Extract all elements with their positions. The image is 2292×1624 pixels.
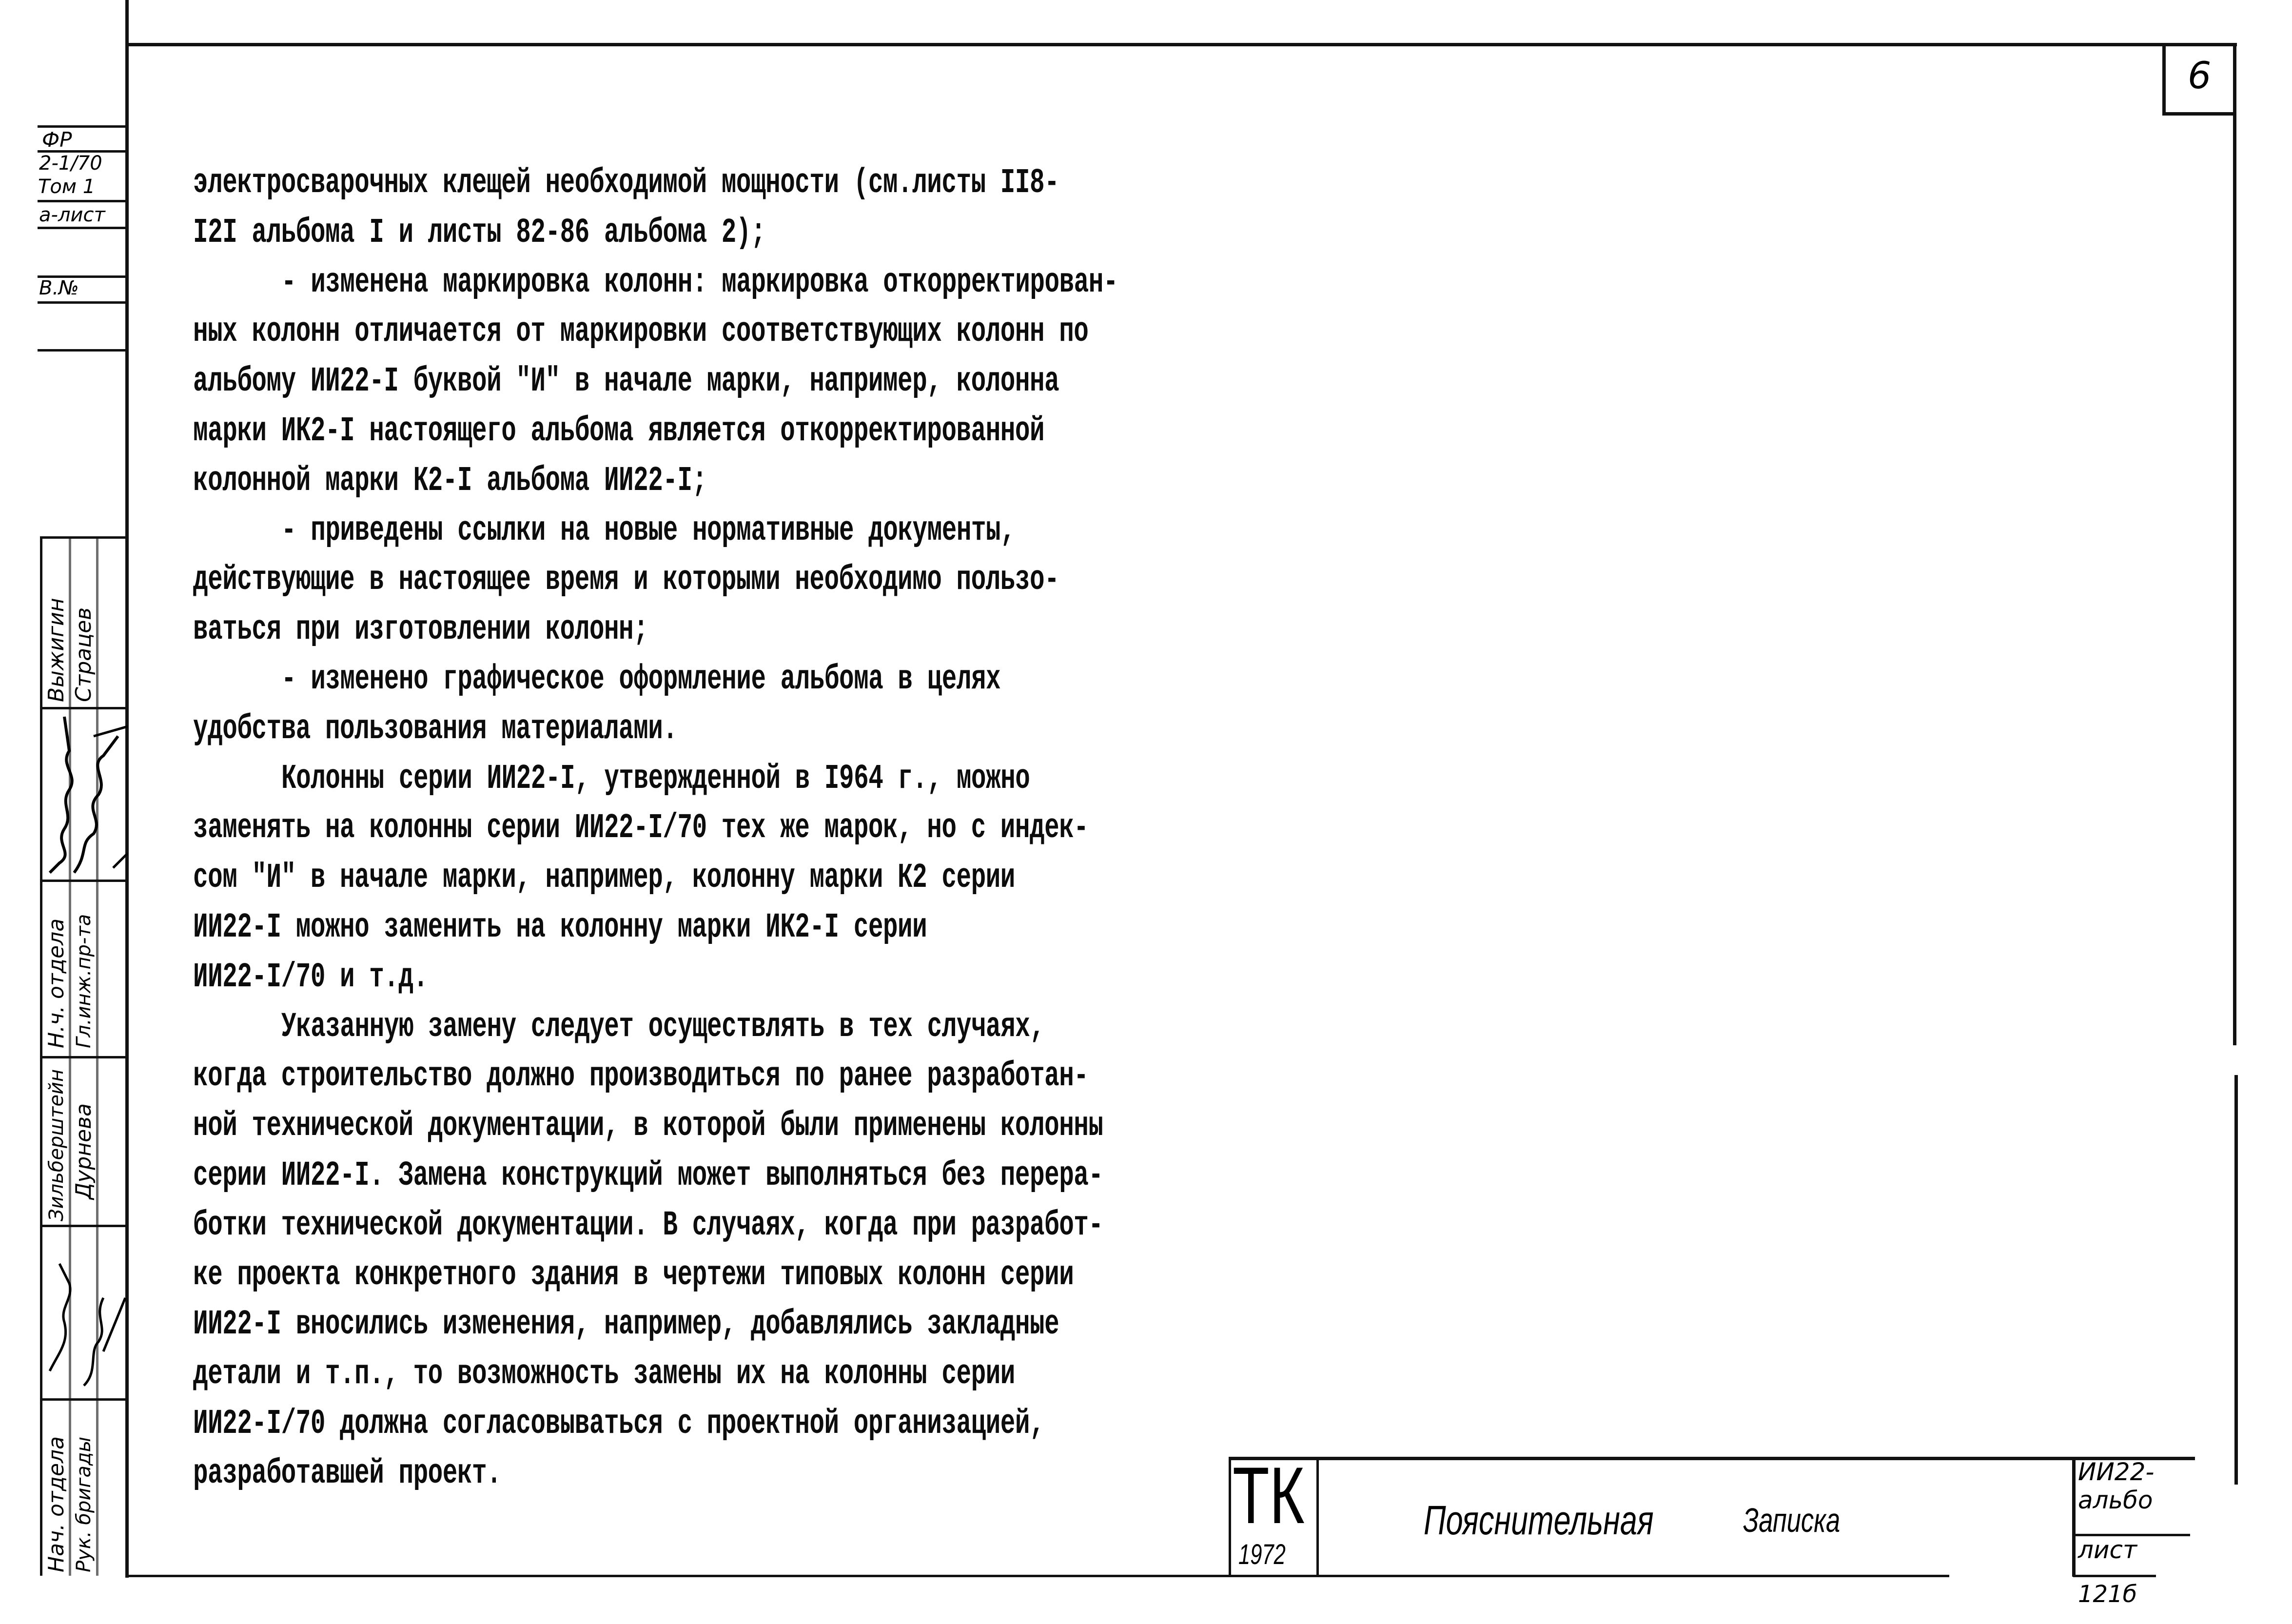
stamp-name-2: Страцев (71, 607, 96, 702)
stamp-row-line (40, 536, 127, 539)
stamp-divider (38, 200, 126, 202)
stamp-volume-1: 2-1/70 (39, 152, 102, 175)
text-line: детали и т.п., то возможность замены их на колонны серии (193, 1355, 1015, 1394)
text-line: ИИ22-I можно заменить на колонну марки ИК2-I серии (193, 908, 927, 948)
text-line: ке проекта конкретного здания в чертежи типовых колонн серии (193, 1255, 1074, 1295)
stamp-series: ФР (42, 128, 72, 152)
text-line: ИИ22-I/70 должна согласовываться с проектной организацией, (193, 1405, 1045, 1444)
text-line: колонной марки К2-I альбома ИИ22-I; (193, 462, 707, 501)
text-line: Колонны серии ИИ22-I, утвержденной в I964 г., можно (281, 759, 1030, 799)
frame-right-line-lower (2234, 1075, 2238, 1485)
signature (40, 707, 128, 880)
text-line: - приведены ссылки на новые нормативные документы, (281, 511, 1016, 550)
stamp-name-3: Зильберштейн (45, 1069, 68, 1221)
page-number: 6 (2188, 54, 2212, 97)
title-block-left-line (1229, 1457, 1231, 1577)
sheet-label: лист (2078, 1536, 2137, 1564)
stamp-row-line (40, 1398, 127, 1401)
text-line: - изменено графическое оформление альбома в целях (281, 660, 1001, 700)
frame-bottom-line (126, 1575, 1949, 1577)
stamp-role-2: Гл.инж.пр-та (73, 914, 95, 1048)
text-line: ИИ22-I/70 и т.д. (193, 958, 428, 997)
text-line: заменять на колонны серии ИИ22-I/70 тех же марок, но с индек- (193, 809, 1089, 848)
text-line: I2I альбома I и листы 82-86 альбома 2); (193, 214, 766, 253)
title-block-divider (2072, 1457, 2076, 1577)
sheet-number: 121б (2078, 1581, 2137, 1608)
document-title-word-1: Пояснительная (1424, 1497, 1654, 1543)
text-line: ботки технической документации. В случаях, когда при разработ- (193, 1206, 1103, 1245)
stamp-role-4: Рук. бригады (73, 1436, 95, 1572)
stamp-divider (38, 227, 126, 229)
stamp-volume-2: Том 1 (38, 176, 96, 198)
org-mark: ТК (1233, 1450, 1305, 1540)
text-line: действующие в настоящее время и которыми необходимо пользо- (193, 561, 1059, 600)
text-line: ИИ22-I вносились изменения, например, добавлялись закладные (193, 1305, 1059, 1345)
year: 1972 (1238, 1539, 1286, 1570)
text-line: альбому ИИ22-I буквой "И" в начале марки, например, колонна (193, 362, 1059, 402)
stamp-sheet: а-лист (39, 204, 105, 226)
frame-top-line (126, 43, 2237, 46)
stamp-name-4: Дурнева (71, 1103, 96, 1199)
text-line: удобства пользования материалами. (193, 710, 678, 749)
page-number-box (2162, 43, 2234, 116)
stamp-divider (38, 349, 126, 352)
text-line: сом "И" в начале марки, например, колонну марки К2 серии (193, 859, 1015, 898)
series-code: ИИ22- (2078, 1458, 2155, 1486)
stamp-role-3: Нач. отдела (44, 1436, 69, 1572)
stamp-inv-no: В.№ (39, 277, 79, 299)
text-line: когда строительство должно производиться по ранее разработан- (193, 1057, 1089, 1096)
text-line: марки ИК2-I настоящего альбома является откорректированной (193, 412, 1045, 451)
document-title-word-2: Записка (1743, 1501, 1841, 1539)
text-line: ных колонн отличается от маркировки соответствующих колонн по (193, 313, 1089, 352)
text-line: разработавшей проект. (193, 1454, 502, 1493)
stamp-divider (38, 301, 126, 304)
text-line: серии ИИ22-I. Замена конструкций может выполняться без перера- (193, 1156, 1103, 1196)
stamp-role-1: Н.ч. отдела (44, 918, 69, 1048)
text-line: Указанную замену следует осуществлять в тех случаях, (281, 1007, 1045, 1047)
text-line: электросварочных клещей необходимой мощности (см.листы II8- (193, 164, 1059, 203)
text-line: ваться при изготовлении колонн; (193, 610, 648, 650)
stamp-name-1: Выжигин (44, 598, 69, 702)
signature (40, 1225, 128, 1398)
text-line: ной технической документации, в которой были применены колонны (193, 1107, 1103, 1146)
title-block-divider (2073, 1575, 2156, 1577)
title-block-divider (1316, 1457, 1319, 1577)
text-line: - изменена маркировка колонн: маркировка откорректирован- (281, 263, 1118, 302)
title-block-top-line (1230, 1457, 2195, 1460)
frame-right-line (2233, 43, 2236, 1045)
album-label: альбо (2078, 1486, 2153, 1514)
stamp-row-line (40, 1056, 127, 1058)
